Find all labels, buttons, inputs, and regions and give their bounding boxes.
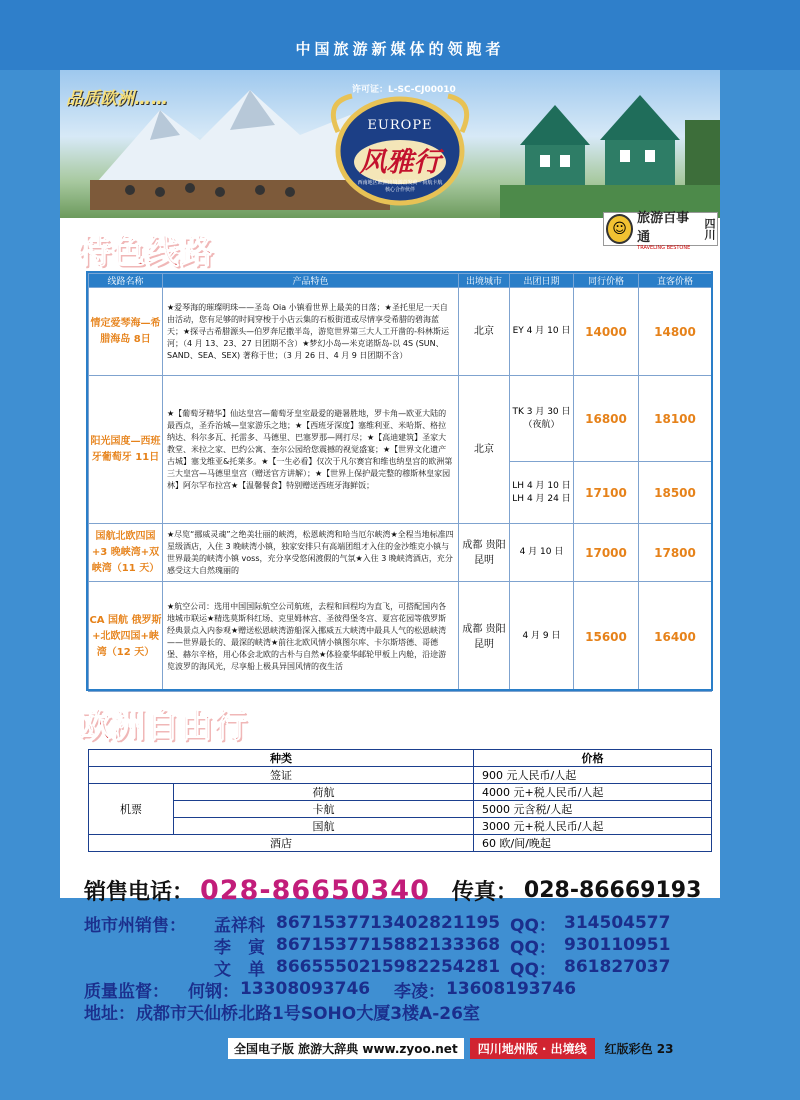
badge-name: 旅游百事通 — [637, 211, 690, 245]
badge-province: 四川 — [703, 218, 716, 240]
col-header: 价格 — [474, 750, 712, 767]
contact-mobile: 15882133368 — [370, 935, 501, 955]
quality-contact-name: 何钢： — [188, 981, 239, 1002]
departure-date: TK 3 月 30 日（夜航） — [510, 376, 574, 462]
contact-row — [84, 956, 716, 978]
header-slogan: 中国旅游新媒体的领跑者 — [295, 40, 505, 58]
col-header: 出境城市 — [459, 274, 510, 288]
free-travel-table — [88, 749, 712, 852]
quality-label: 质量监督： — [84, 981, 169, 1002]
table-row — [89, 376, 712, 462]
table-row — [89, 582, 712, 692]
direct-price: 17800 — [639, 524, 712, 582]
quality-row — [84, 978, 716, 1000]
departure-date: 4 月 9 日 — [510, 582, 574, 692]
contact-block — [84, 912, 716, 1032]
departure-date: 4 月 10 日 — [510, 524, 574, 582]
address-text: 成都市天仙桥北路1号SOHO大厦3楼A-26室 — [136, 1003, 480, 1024]
contact-tel: 86655502 — [276, 957, 371, 977]
emblem-subtitle: 西南地区欧洲出境游首发商 · 荷航卡航核心合作伙伴 — [357, 180, 443, 193]
item-price: 3000 元+税人民币/人起 — [474, 818, 712, 835]
table-row — [89, 767, 712, 784]
departure-date: LH 4 月 10 日 LH 4 月 24 日 — [510, 462, 574, 524]
fax-number: 028-86669193 — [523, 877, 702, 903]
airline-name: 国航 — [174, 818, 474, 835]
top-strip — [0, 0, 800, 70]
airline-name: 卡航 — [174, 801, 474, 818]
sales-line — [84, 870, 716, 910]
quality-contact-phone: 13308093746 — [240, 979, 371, 999]
direct-price: 18500 — [639, 462, 712, 524]
contact-row — [84, 934, 716, 956]
direct-price: 14800 — [639, 288, 712, 376]
direct-price: 16400 — [639, 582, 712, 692]
contact-tel: 86715377 — [276, 935, 371, 955]
route-features: ★【葡萄牙精华】仙达皇宫—葡萄牙皇室最爱的避暑胜地，罗卡角—欧亚大陆的最西点，圣乔治城—皇家游乐之地；★【西班牙深度】塞维利亚、米哈斯、格拉纳达、科尔多瓦、托雷多、马德里、巴塞罗那—网打尽；★【高迪建筑】圣家大教堂、米拉之家、巴约公寓、奎尔公园给您震撼的视觉盛宴；★【世界文化遗产古城】塞戈维亚&托莱多。★【一生必看】仅次于凡尔赛宫和维也纳皇宫的欧洲第三大皇宫—马德里皇宫（赠送官方讲解）；★【世界上保护最完整的穆斯林皇家园林】阿尔罕布拉宫★【温馨餐食】特别赠送西班牙海鲜饭； — [163, 376, 459, 524]
table-row — [89, 784, 712, 801]
direct-price: 18100 — [639, 376, 712, 462]
item-price: 900 元人民币/人起 — [474, 767, 712, 784]
routes-header-row — [89, 274, 712, 288]
brand-badge — [603, 211, 718, 251]
contact-row — [84, 912, 716, 934]
contact-name: 文 单 — [214, 959, 265, 980]
emblem-europe-text: EUROPE — [367, 118, 433, 133]
footer-left: 全国电子版 旅游大辞典 www.zyoo.net — [228, 1038, 464, 1059]
peer-price: 17000 — [574, 524, 639, 582]
table-row — [89, 750, 712, 767]
route-name: 情定爱琴海—希腊海岛 8日 — [89, 288, 163, 376]
col-header: 种类 — [89, 750, 474, 767]
permit-number: 许可证：L-SC-CJ00010 — [352, 85, 456, 95]
col-header: 同行价格 — [574, 274, 639, 288]
table-row — [89, 288, 712, 376]
item-price: 4000 元+税人民币/人起 — [474, 784, 712, 801]
route-name: 国航北欧四国+3 晚峡湾+双峡湾（11 天） — [89, 524, 163, 582]
contact-mobile: 15982254281 — [370, 957, 501, 977]
address-row — [84, 1000, 716, 1022]
departure-date: EY 4 月 10 日 — [510, 288, 574, 376]
table-row — [89, 801, 712, 818]
departure-city: 成都 贵阳 昆明 — [459, 524, 510, 582]
routes-table — [88, 273, 712, 692]
item-label: 机票 — [89, 784, 174, 835]
badge-english: TRAVELING BESTONE — [637, 245, 691, 251]
contact-qq: 314504577 — [564, 913, 671, 933]
mascot-icon: ☺ — [606, 214, 633, 244]
contact-name: 李 寅 — [214, 937, 265, 958]
contact-qq: 930110951 — [564, 935, 671, 955]
free-travel-section-title: 欧洲自由行 — [78, 706, 248, 745]
contact-tel: 86715377 — [276, 913, 371, 933]
departure-city: 北京 — [459, 376, 510, 524]
contact-name: 孟祥科 — [214, 915, 265, 936]
table-row — [89, 835, 712, 852]
sales-phone-label: 销售电话： — [84, 879, 195, 905]
item-price: 5000 元含税/人起 — [474, 801, 712, 818]
footer-page: 红版彩色 23 — [604, 1041, 674, 1056]
col-header: 出团日期 — [510, 274, 574, 288]
contact-qq: 861827037 — [564, 957, 671, 977]
peer-price: 17100 — [574, 462, 639, 524]
peer-price: 15600 — [574, 582, 639, 692]
col-header: 产品特色 — [163, 274, 459, 288]
quality-contact-name: 李凌： — [394, 981, 445, 1002]
departure-city: 北京 — [459, 288, 510, 376]
qq-label: QQ： — [510, 959, 556, 980]
region-sales-label: 地市州销售： — [84, 915, 186, 936]
contact-mobile: 13402821195 — [370, 913, 501, 933]
banner-label: 品质欧洲…… — [66, 89, 168, 109]
item-label: 酒店 — [89, 835, 474, 852]
route-features: ★尽览“挪威灵魂”之绝美壮丽的峡湾，松恩峡湾和哈当厄尔峡湾★全程当地标准四星级酒店，入住 3 晚峡湾小镇，独家安排只有高端团组才入住的金沙维克小镇与世界最美的峡湾小镇 voss，充分享受悠闲渡假的气氛★入住 3 晚峡湾酒店，充分感受这大自然瑰丽的 — [163, 524, 459, 582]
qq-label: QQ： — [510, 937, 556, 958]
routes-section-title: 特色线路 — [78, 232, 214, 271]
sales-phone[interactable]: 028-86650340 — [200, 874, 430, 906]
col-header: 直客价格 — [639, 274, 712, 288]
route-features: ★爱琴海的璀璨明珠——圣岛 Oia 小镇看世界上最美的日落；★圣托里尼一天自由活动，您有足够的时间穿梭于小店云集的石板街道或尽情享受希腊的碧海蓝天；★探寻古希腊源头—伯罗奔尼撒半岛，游览世界第三大人工开凿的-科林斯运河；（4 月 13、23、27 日团期不含）★梦幻小岛—米克诺斯岛-以 4S (SUN、SAND、SEA、SEX) 著称于世；（3 月 26 日、4 月 9 日团期不含） — [163, 288, 459, 376]
route-features: ★航空公司：选用中国国际航空公司航班，去程和回程均为直飞，可搭配国内各地城市联运★精选莫斯科红场、克里姆林宫、圣彼得堡冬宫、夏宫花园等俄罗斯经典景点入内参观★赠送松恩峡湾游船深入挪威五大峡湾中最具人气的松恩峡湾——世界最长的、最深的峡湾★前往北欧风情小镇图尔库、卡尔斯塔德、哥德堡、赫尔辛格，用心体会北欧的古朴与自然★体验豪华邮轮甲板上内舱，沿途游览波罗的海风光，尽享船上极具异国风情的夜生活 — [163, 582, 459, 692]
footer-edition: 四川地州版 · 出境线 — [470, 1038, 595, 1059]
fax-label: 传真： — [451, 879, 518, 905]
peer-price: 14000 — [574, 288, 639, 376]
airline-name: 荷航 — [174, 784, 474, 801]
dutch-houses-illustration — [500, 90, 720, 218]
route-name: CA 国航 俄罗斯+北欧四国+峡湾（12 天） — [89, 582, 163, 692]
route-name: 阳光国度—西班牙葡萄牙 11日 — [89, 376, 163, 524]
brand-name: 风雅行 — [359, 147, 441, 178]
qq-label: QQ： — [510, 915, 556, 936]
col-header: 线路名称 — [89, 274, 163, 288]
page-footer — [228, 1038, 788, 1058]
quality-contact-phone: 13608193746 — [446, 979, 577, 999]
table-row — [89, 818, 712, 835]
item-label: 签证 — [89, 767, 474, 784]
item-price: 60 欧/间/晚起 — [474, 835, 712, 852]
table-row — [89, 524, 712, 582]
departure-city: 成都 贵阳 昆明 — [459, 582, 510, 692]
peer-price: 16800 — [574, 376, 639, 462]
address-label: 地址： — [84, 1003, 135, 1024]
